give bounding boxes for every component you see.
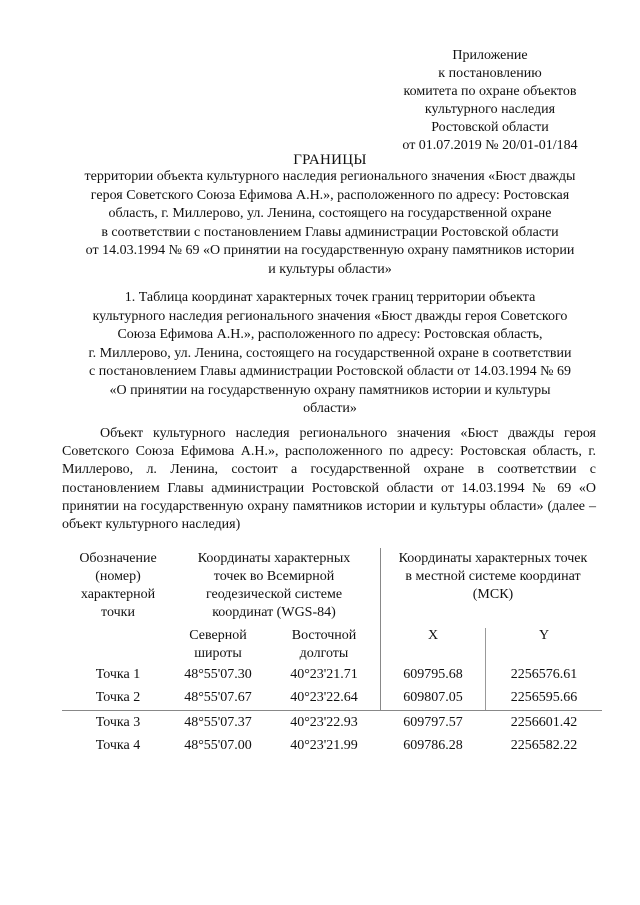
header-msk: Координаты характерных точек в местной системе координат (МСК) [398,551,588,602]
section-line: с постановлением Главы администрации Ростовской области от 14.03.1994 № 69 [89,364,571,379]
appendix-line: культурного наследия [424,102,556,117]
subtitle-line: территории объекта культурного наследия регионального значения «Бюст дважды [84,169,576,184]
body-paragraph: Объект культурного наследия регионального значения «Бюст дважды героя Советского Союза Ефимова А.Н.», расположенного по адресу: Ростовская область, г. Миллерово, л. Ленина, состоит а государственной охране в соответствии с постановлением Главы администрации Ростовской области от 14.03.1994 № 69 «О принятии на государственную охрану памятников истории и культуры области» (далее – объект культурного наследия) [62,426,596,533]
longitude-value: 40°23'21.71 [290,667,358,682]
x-value: 609797.57 [403,715,463,730]
y-value: 2256595.66 [510,690,578,705]
longitude-value: 40°23'22.64 [290,690,358,705]
appendix-line: Приложение [452,48,528,63]
subtitle-line: и культуры области» [268,261,392,277]
section-line: области» [303,401,357,416]
point-name: Точка 3 [95,715,141,730]
header-point-designation: Обозначение (номер) характерной точки [79,551,157,620]
document-subtitle [40,168,620,279]
table-divider-vertical [380,548,381,710]
section-line: Союза Ефимова А.Н.», расположенного по адресу: Ростовская область, [117,327,543,342]
table-divider-horizontal [62,710,602,711]
section-line: 1. Таблица координат характерных точек границ территории объекта [124,290,536,305]
subheader-x: X [427,628,439,643]
appendix-block [370,47,610,155]
latitude-value: 48°55'07.00 [184,738,252,753]
x-value: 609795.68 [403,667,463,682]
subtitle-line: в соответствии с постановлением Главы администрации Ростовской области [101,224,559,240]
x-value: 609786.28 [403,738,463,753]
appendix-line: от 01.07.2019 № 20/01-01/184 [402,138,578,153]
longitude-value: 40°23'22.93 [290,715,358,730]
section-heading [40,289,620,419]
document-title: ГРАНИЦЫ [293,152,367,168]
subtitle-line: область, г. Миллерово, ул. Ленина, состоящего на государственной охране [108,206,552,221]
subheader-y: Y [538,628,550,643]
longitude-value: 40°23'21.99 [290,738,358,753]
y-value: 2256582.22 [510,738,578,753]
subtitle-line: героя Советского Союза Ефимова А.Н.», расположенного по адресу: Ростовская [90,187,570,203]
section-line: культурного наследия регионального значения «Бюст дважды героя Советского [92,308,568,324]
latitude-value: 48°55'07.37 [184,715,252,730]
y-value: 2256601.42 [510,715,578,730]
section-line: г. Миллерово, ул. Ленина, состоящего на государственной охране в соответствии [88,345,572,361]
latitude-value: 48°55'07.30 [184,667,252,682]
appendix-line: к постановлению [438,66,542,81]
subtitle-line: от 14.03.1994 № 69 «О принятии на государственную охрану памятников истории [85,243,575,258]
latitude-value: 48°55'07.67 [184,690,252,705]
point-name: Точка 4 [95,738,141,753]
appendix-line: Ростовской области [431,120,549,135]
section-line: «О принятии на государственную охрану памятников истории и культуры [109,382,551,398]
subheader-north-latitude: Северной широты [189,628,247,661]
header-wgs84: Координаты характерных точек во Всемирной геодезической системе координат (WGS-84) [197,551,351,620]
point-name: Точка 1 [95,667,141,682]
table-divider-xy [485,628,486,710]
point-name: Точка 2 [95,690,141,705]
x-value: 609807.05 [403,690,463,705]
subheader-east-longitude: Восточной долготы [291,628,357,661]
y-value: 2256576.61 [510,667,578,682]
appendix-line: комитета по охране объектов [403,84,577,99]
